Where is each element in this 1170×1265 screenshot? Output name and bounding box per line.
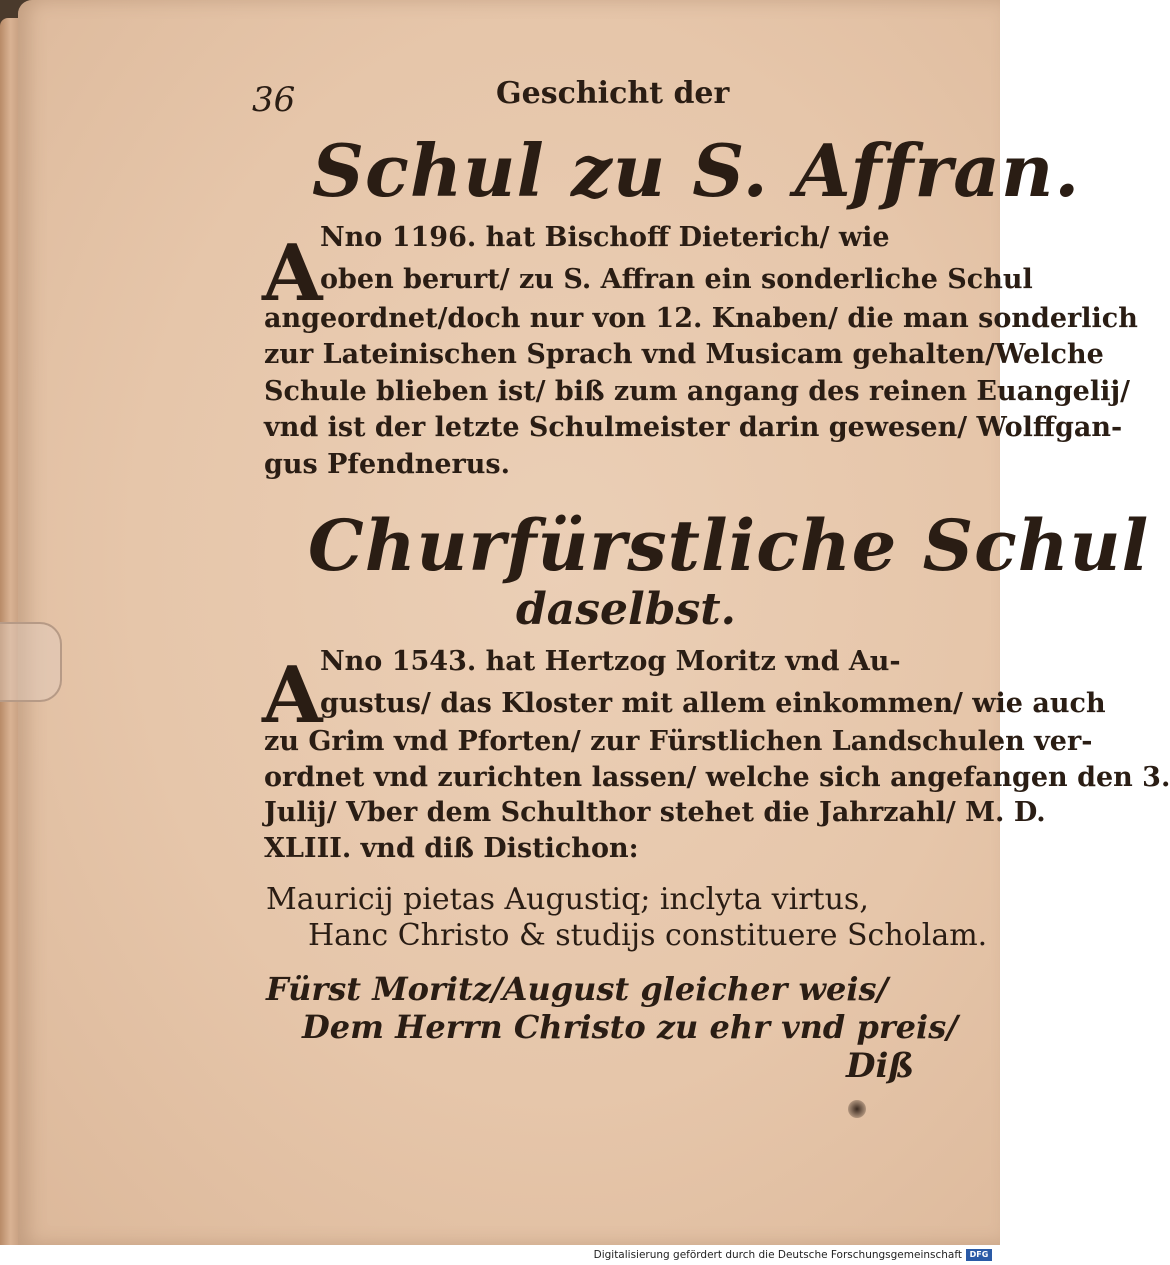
- heading-electoral-school: Churfürstliche Schul: [308, 504, 1150, 587]
- footer-bar: [0, 1245, 1000, 1265]
- text-line: vnd ist der letzte Schulmeister darin gewesen/ Wolffgan-: [264, 412, 1123, 443]
- text-line: zu Grim vnd Pforten/ zur Fürstlichen Landschulen ver-: [264, 726, 1093, 757]
- text-line: XLIII. vnd diß Distichon:: [264, 833, 639, 864]
- dfg-logo-icon: DFG: [966, 1249, 992, 1261]
- page-number: 36: [252, 80, 296, 120]
- german-verse-line: Fürst Moritz/August gleicher weis/: [266, 970, 889, 1008]
- text-line: oben berurt/ zu S. Affran ein sonderliche Schul: [320, 264, 1033, 295]
- text-line: gus Pfendnerus.: [264, 449, 510, 480]
- german-verse-line: Dem Herrn Christo zu ehr vnd preis/: [302, 1008, 958, 1046]
- running-head: Geschicht der: [496, 76, 730, 111]
- text-line: angeordnet/doch nur von 12. Knaben/ die man sonderlich: [264, 303, 1138, 334]
- drop-cap-2: A: [262, 650, 323, 741]
- drop-cap-1: A: [262, 228, 323, 319]
- latin-verse-line: Mauricij pietas Augustiq; inclyta virtus,: [266, 882, 869, 917]
- heading-subtitle: daselbst.: [516, 584, 736, 635]
- ink-stain: [848, 1100, 866, 1118]
- text-line: Nno 1543. hat Hertzog Moritz vnd Au-: [320, 646, 901, 677]
- text-line: ordnet vnd zurichten lassen/ welche sich angefangen den 3.: [264, 762, 1170, 793]
- funding-credit: Digitalisierung gefördert durch die Deutsche Forschungsgemeinschaft: [593, 1249, 962, 1261]
- text-line: zur Lateinischen Sprach vnd Musicam gehalten/Welche: [264, 339, 1104, 370]
- text-line: Schule blieben ist/ biß zum angang des reinen Euangelij/: [264, 376, 1130, 407]
- latin-verse-line: Hanc Christo & studijs constituere Scholam.: [308, 918, 988, 953]
- text-line: gustus/ das Kloster mit allem einkommen/ wie auch: [320, 688, 1106, 719]
- catchword: Diß: [846, 1046, 915, 1086]
- page-clip: [0, 622, 62, 702]
- text-line: Julij/ Vber dem Schulthor stehet die Jahrzahl/ M. D.: [264, 797, 1046, 828]
- heading-school-st-affran: Schul zu S. Affran.: [312, 128, 1081, 213]
- text-line: Nno 1196. hat Bischoff Dieterich/ wie: [320, 222, 890, 253]
